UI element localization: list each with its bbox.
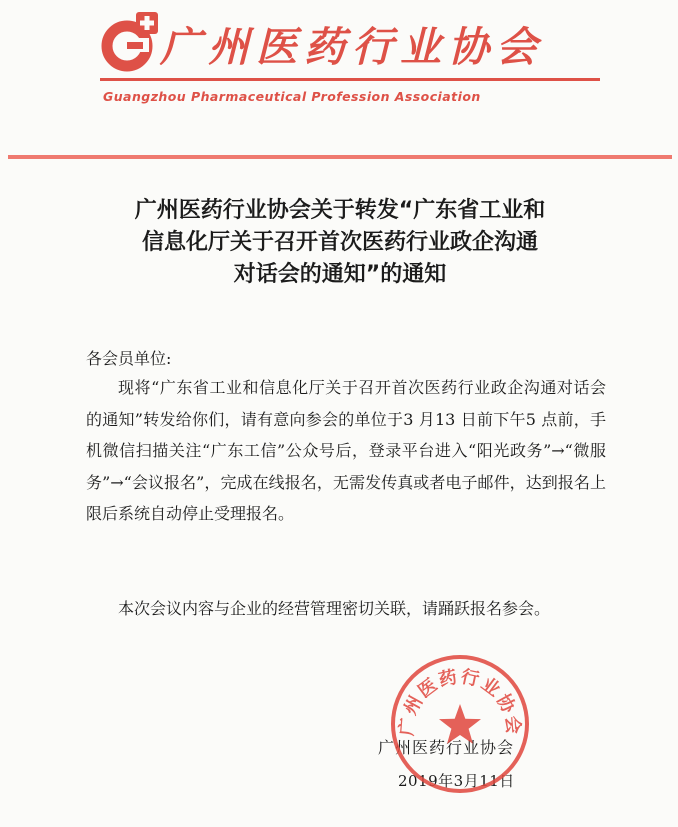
body-paragraph: 现将“广东省工业和信息化厅关于召开首次医药行业政企沟通对话会的通知”转发给你们，请有意向参会的单位于3 月13 日前下午5 点前，手机微信扫描关注“广东工信”公众号后，登录平台进入“阳光政务”→“微服务”→“会议报名”，完成在线报名，无需发传真或者电子邮件，达到报名上限后系统自动停止受理报名。 bbox=[86, 378, 606, 523]
letterhead-divider bbox=[100, 78, 600, 81]
org-name-english: Guangzhou Pharmaceutical Profession Association bbox=[103, 89, 481, 104]
title-line: 信息化厅关于召开首次医药行业政企沟通 bbox=[141, 230, 538, 255]
official-seal bbox=[388, 652, 532, 796]
title-line: 广州医药行业协会关于转发“广东省工业和 bbox=[134, 198, 546, 223]
header-rule bbox=[8, 155, 672, 159]
seal-text: 广州医药行业协会 bbox=[396, 666, 524, 737]
body-paragraph: 本次会议内容与企业的经营管理密切关联，请踊跃报名参会。 bbox=[118, 599, 551, 618]
association-logo bbox=[100, 8, 162, 74]
document-title bbox=[60, 195, 620, 291]
signature-date: 2019年3月11日 bbox=[398, 772, 515, 790]
letterhead bbox=[0, 0, 678, 165]
org-name-chinese: 广州医药行业协会 bbox=[160, 23, 544, 71]
salutation: 各会员单位: bbox=[86, 349, 172, 368]
title-line: 对话会的通知”的通知 bbox=[233, 262, 447, 287]
signature-organization: 广州医药行业协会 bbox=[378, 738, 515, 757]
